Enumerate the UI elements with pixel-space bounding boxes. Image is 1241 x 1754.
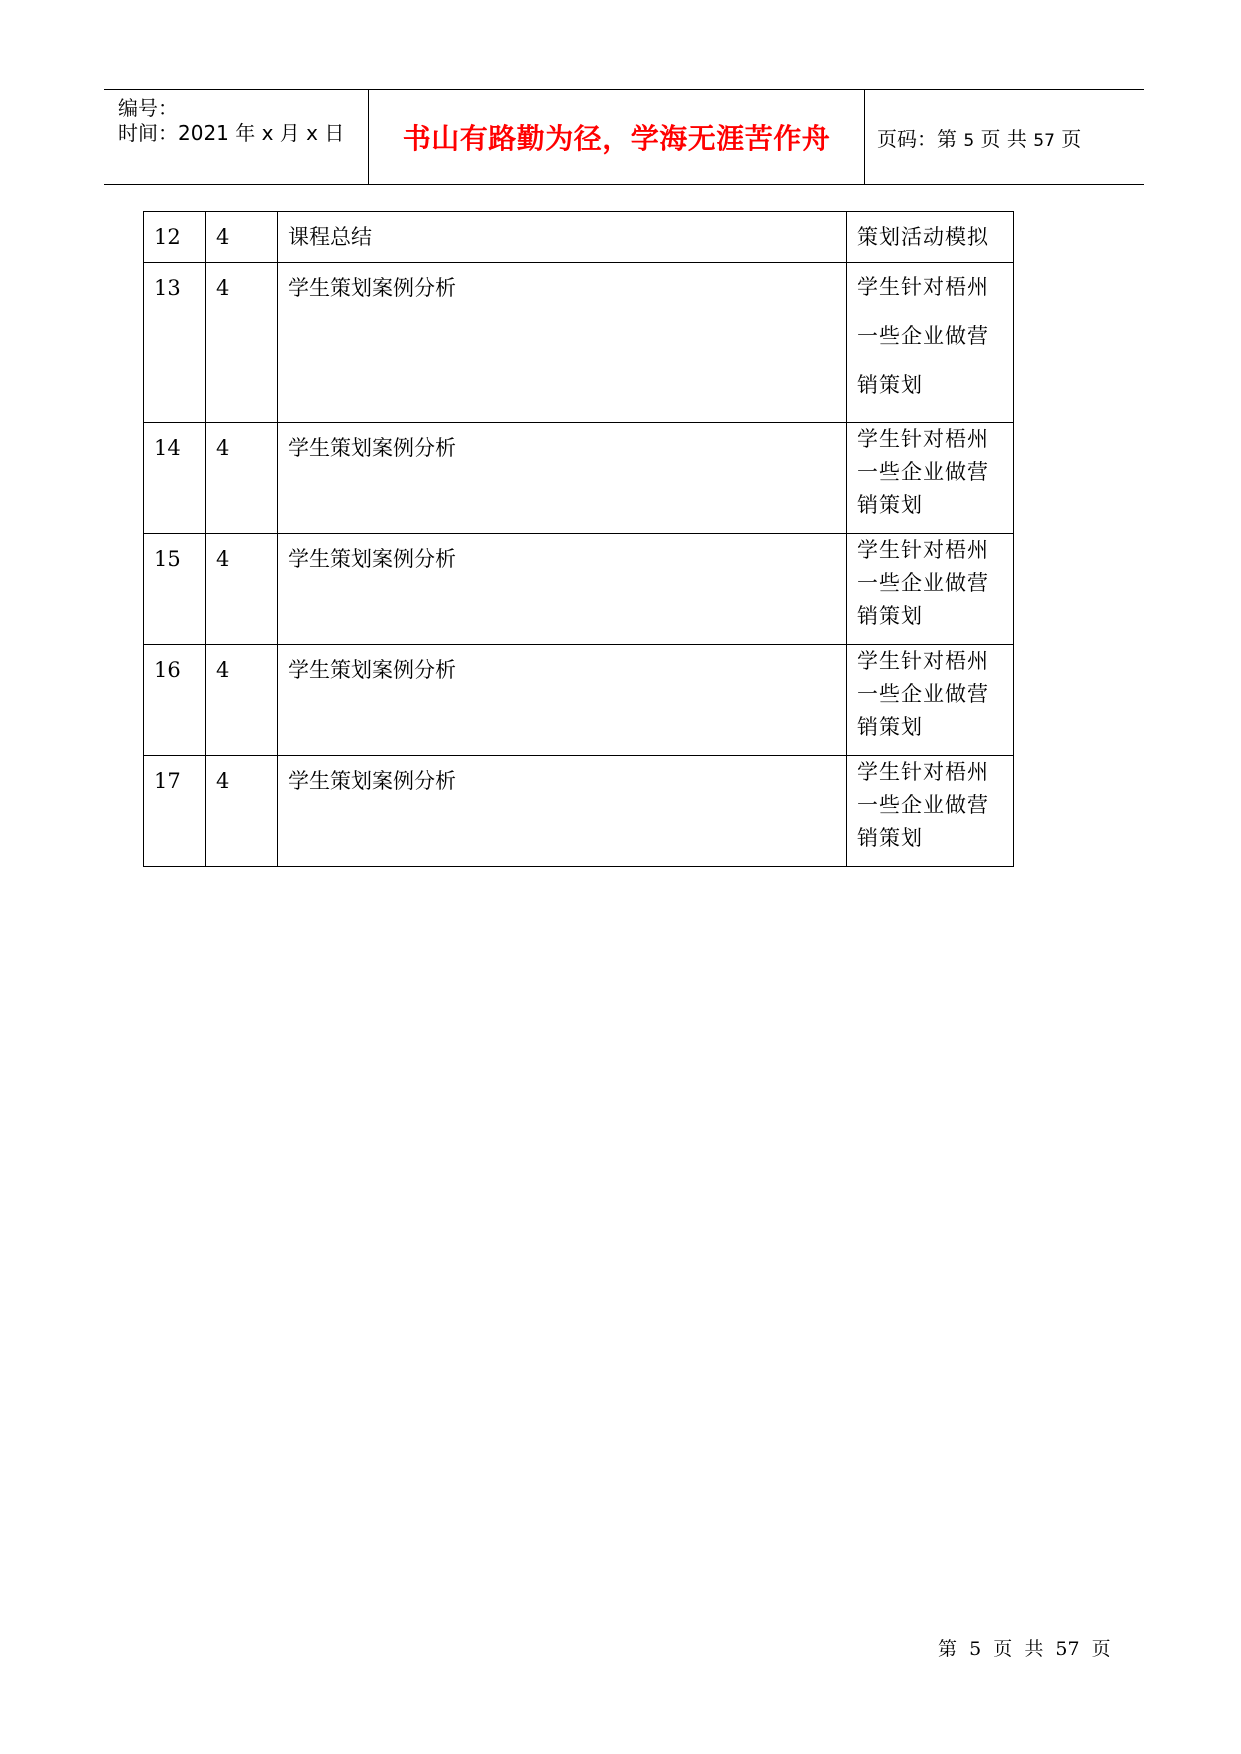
cell-hours: 4: [206, 212, 278, 263]
cell-note: 学生针对梧州一些企业做营销策划: [847, 756, 1014, 867]
cell-hours: 4: [206, 263, 278, 423]
page-code: 页码：第 5 页 共 57 页: [877, 126, 1082, 151]
cell-hours: 4: [206, 756, 278, 867]
header-page-cell: [865, 90, 1144, 184]
schedule-table: [143, 211, 1014, 867]
page-footer: 第 5 页 共 57 页: [938, 1638, 1111, 1660]
cell-week: 12: [144, 212, 206, 263]
table-row: [144, 534, 1014, 645]
page-header: [104, 89, 1144, 185]
cell-week: 14: [144, 423, 206, 534]
cell-week: 15: [144, 534, 206, 645]
table-row: [144, 645, 1014, 756]
table-row: [144, 212, 1014, 263]
cell-topic: 学生策划案例分析: [278, 263, 847, 423]
cell-hours: 4: [206, 534, 278, 645]
cell-note: 学生针对梧州一些企业做营销策划: [847, 645, 1014, 756]
cell-hours: 4: [206, 423, 278, 534]
cell-topic: 学生策划案例分析: [278, 423, 847, 534]
cell-note: 学生针对梧州一些企业做营销策划: [847, 534, 1014, 645]
cell-note: 策划活动模拟: [847, 212, 1014, 263]
cell-topic: 学生策划案例分析: [278, 534, 847, 645]
motto-title: 书山有路勤为径，学海无涯苦作舟: [402, 122, 831, 155]
header-meta: [104, 90, 369, 184]
table-row: [144, 263, 1014, 423]
cell-topic: 学生策划案例分析: [278, 645, 847, 756]
cell-topic: 学生策划案例分析: [278, 756, 847, 867]
cell-topic: 课程总结: [278, 212, 847, 263]
cell-week: 16: [144, 645, 206, 756]
serial-label: 编号：: [118, 96, 178, 120]
header-motto-cell: [369, 90, 865, 184]
table-row: [144, 423, 1014, 534]
cell-note: 学生针对梧州一些企业做营销策划: [847, 263, 1014, 423]
table-row: [144, 756, 1014, 867]
cell-hours: 4: [206, 645, 278, 756]
cell-week: 17: [144, 756, 206, 867]
cell-week: 13: [144, 263, 206, 423]
time-label: 时间：2021 年 x 月 x 日: [118, 121, 345, 145]
cell-note: 学生针对梧州一些企业做营销策划: [847, 423, 1014, 534]
